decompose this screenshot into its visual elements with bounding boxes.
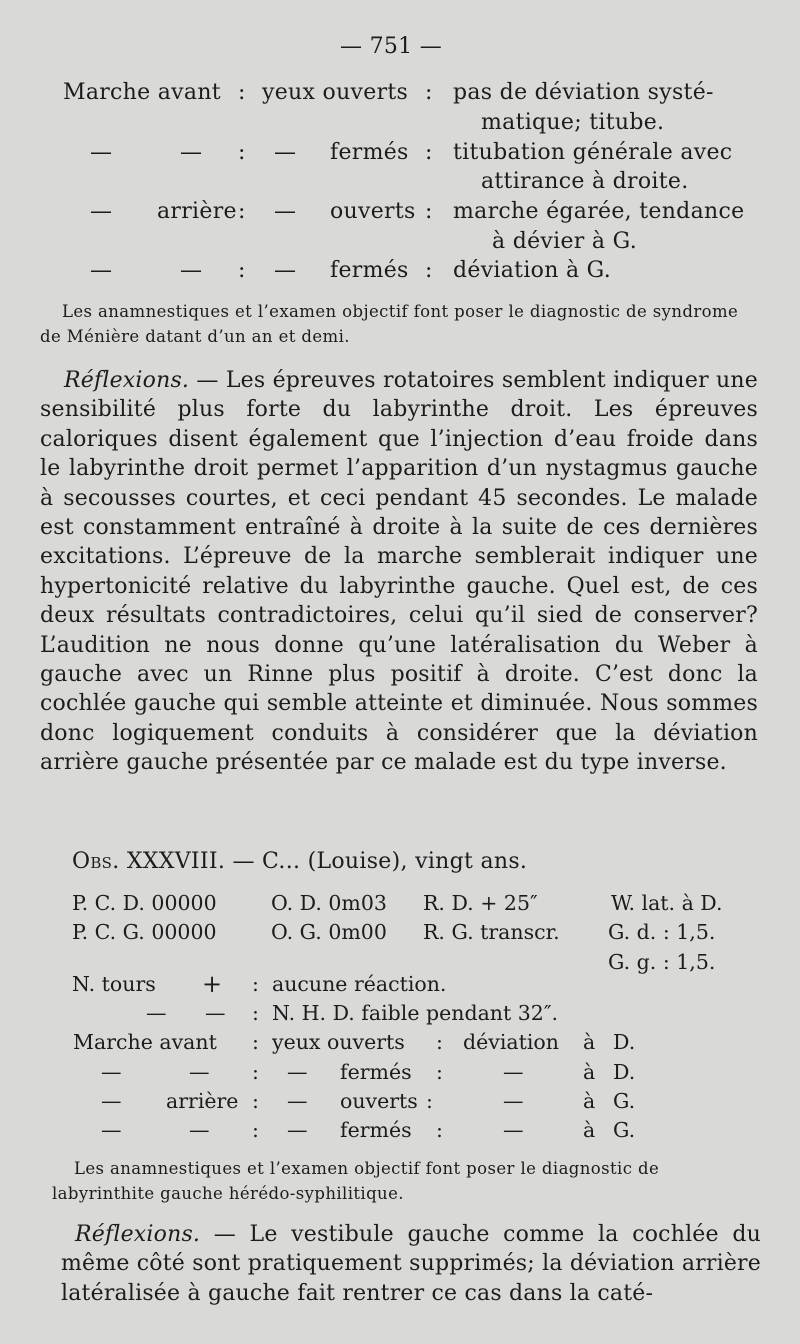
cell: : xyxy=(425,80,433,105)
cell: — xyxy=(503,1089,524,1113)
cell: N. tours xyxy=(72,972,156,996)
cell: R. G. transcr. xyxy=(423,920,560,944)
cell: : xyxy=(238,258,246,283)
cell: : xyxy=(252,1089,259,1113)
cell: : xyxy=(436,1030,443,1054)
cell: attirance à droite. xyxy=(481,169,689,194)
reflexions-text: — Les épreuves rotatoires semblent indiquer une sensibilité plus forte du labyrinthe droit. Les épreuves caloriques disent également que l’injection d’eau froide dans le labyrinthe droit permet l’apparition d’un nystagmus gauche à secousses courtes, et ceci pendant 45 secondes. Le malade est constamment entraîné à droite à la suite de ces dernières excitations. L’épreuve de la marche semblerait indiquer une hypertonicité relative du labyrinthe gauche. Quel est, de ces deux résultats contradictoires, celui qu’il sied de conserver? L’audition ne nous donne qu’une latéralisation du Weber à gauche avec un Rinne plus positif à droite. C’est donc la cochlée gauche qui semble atteinte et diminuée. Nous sommes donc logiquement conduits à considérer que la déviation arrière gauche présentée par ce malade est du type inverse. xyxy=(40,368,758,776)
cell: à dévier à G. xyxy=(492,229,637,254)
cell: — xyxy=(180,140,203,165)
observation-heading xyxy=(72,849,527,874)
cell: G. g. : 1,5. xyxy=(608,950,716,974)
cell: P. C. D. 00000 xyxy=(72,891,217,915)
cell: : xyxy=(436,1118,443,1142)
cell: fermés xyxy=(330,140,409,165)
cell: — xyxy=(274,199,297,224)
cell: P. C. G. 00000 xyxy=(72,920,217,944)
obs-label: Obs. xyxy=(72,849,120,874)
cell: Marche avant xyxy=(73,1030,217,1054)
cell: — xyxy=(101,1118,122,1142)
cell: — xyxy=(503,1118,524,1142)
cell: + xyxy=(202,970,223,998)
cell: D. xyxy=(613,1030,636,1054)
cell: à xyxy=(583,1060,596,1084)
cell: : xyxy=(425,199,433,224)
cell: — xyxy=(503,1060,524,1084)
cell: arrière xyxy=(157,199,237,224)
cell: G. xyxy=(613,1118,636,1142)
cell: O. G. 0m00 xyxy=(271,920,387,944)
cell: : xyxy=(425,258,433,283)
cell: déviation à G. xyxy=(453,258,612,283)
cell: : xyxy=(426,1089,433,1113)
cell: — xyxy=(287,1089,308,1113)
cell: arrière xyxy=(166,1089,239,1113)
cell: O. D. 0m03 xyxy=(271,891,387,915)
cell: — xyxy=(101,1089,122,1113)
obs-heading-text: XXXVIII. — C... (Louise), vingt ans. xyxy=(126,849,528,874)
cell: ouverts xyxy=(340,1089,418,1113)
cell: : xyxy=(252,972,259,996)
cell: : xyxy=(238,140,246,165)
cell: : xyxy=(436,1060,443,1084)
cell: yeux ouverts xyxy=(262,80,409,105)
cell: G. xyxy=(613,1089,636,1113)
cell: à xyxy=(583,1089,596,1113)
cell: : xyxy=(425,140,433,165)
cell: yeux ouverts xyxy=(272,1030,405,1054)
cell: fermés xyxy=(330,258,409,283)
cell: pas de déviation systé- xyxy=(453,80,714,105)
cell: : xyxy=(238,80,246,105)
cell: — xyxy=(189,1060,210,1084)
cell: — xyxy=(274,140,297,165)
cell: — xyxy=(205,1001,226,1025)
cell: : xyxy=(252,1030,259,1054)
cell: W. lat. à D. xyxy=(611,891,723,915)
cell: — xyxy=(90,258,113,283)
cell: G. d. : 1,5. xyxy=(608,920,716,944)
cell: déviation xyxy=(463,1030,559,1054)
cell: — xyxy=(101,1060,122,1084)
cell: : xyxy=(252,1060,259,1084)
cell: ouverts xyxy=(330,199,416,224)
cell: D. xyxy=(613,1060,636,1084)
diagnosis-note-1: Les anamnestiques et l’examen objectif font poser le diagnostic de syndrome de Ménière datant d’un an et demi. xyxy=(40,302,739,346)
diagnosis-note-2: Les anamnestiques et l’examen objectif font poser le diagnostic de labyrinthite gauche hérédo-syphilitique. xyxy=(52,1159,660,1203)
cell: — xyxy=(287,1060,308,1084)
reflexions-paragraph-2 xyxy=(61,1220,761,1308)
cell: — xyxy=(90,199,113,224)
cell: à xyxy=(583,1118,596,1142)
reflexions-text: — Le vestibule gauche comme la cochlée du même côté sont pratiquement supprimés; la déviation arrière latéralisée à gauche fait rentrer ce cas dans la caté- xyxy=(61,1222,761,1306)
cell: marche égarée, tendance xyxy=(453,199,745,224)
cell: — xyxy=(189,1118,210,1142)
cell: fermés xyxy=(340,1060,412,1084)
cell: : xyxy=(252,1118,259,1142)
cell: — xyxy=(274,258,297,283)
cell: : xyxy=(252,1001,259,1025)
cell: N. H. D. faible pendant 32″. xyxy=(272,1001,559,1025)
cell: — xyxy=(180,258,203,283)
cell: titubation générale avec xyxy=(453,140,733,165)
cell: fermés xyxy=(340,1118,412,1142)
cell: — xyxy=(146,1001,167,1025)
cell: — xyxy=(90,140,113,165)
reflexions-paragraph-1 xyxy=(40,366,758,778)
cell: : xyxy=(238,199,246,224)
cell: R. D. + 25″ xyxy=(423,891,538,915)
reflexions-label: Réflexions. xyxy=(64,368,190,393)
cell: aucune réaction. xyxy=(272,972,447,996)
reflexions-label: Réflexions. xyxy=(75,1222,201,1247)
cell: à xyxy=(583,1030,596,1054)
page-number: — 751 — xyxy=(340,34,443,59)
cell: matique; titube. xyxy=(481,110,665,135)
cell: — xyxy=(287,1118,308,1142)
cell: Marche avant xyxy=(63,80,221,105)
